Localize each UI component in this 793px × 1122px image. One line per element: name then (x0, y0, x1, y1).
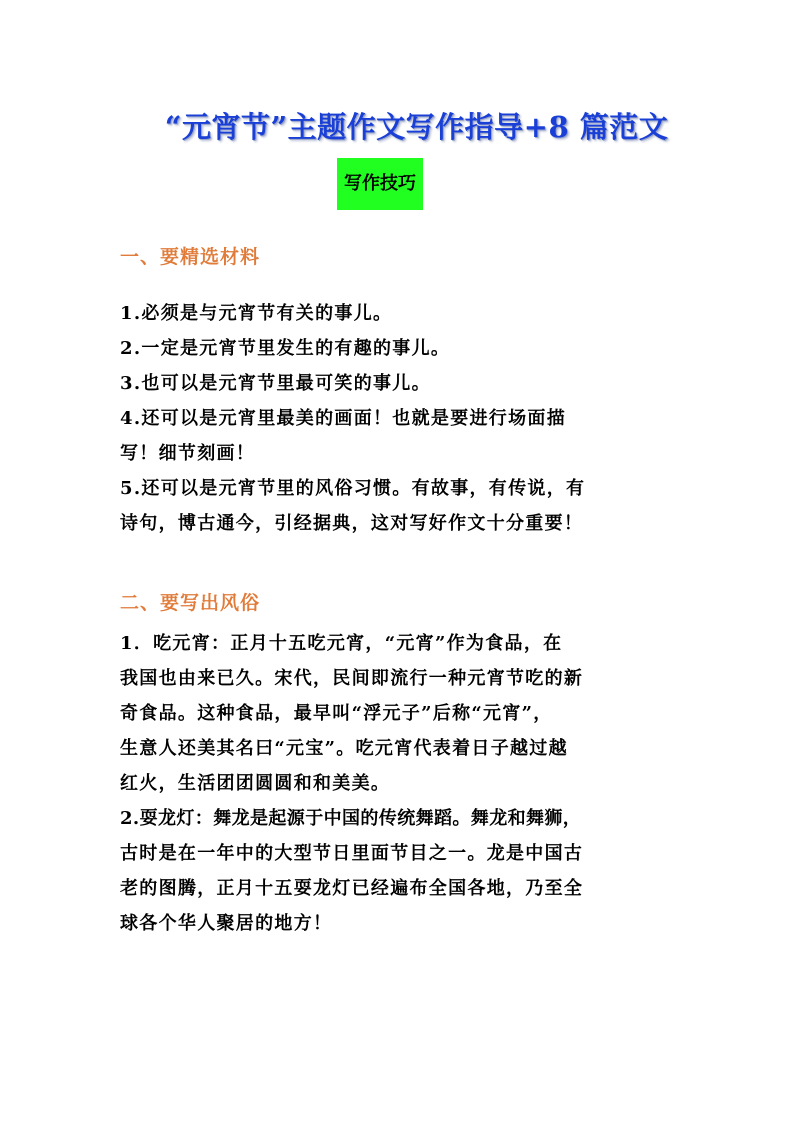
text-line: 诗句，博古通今，引经据典，这对写好作文十分重要！ (120, 513, 584, 534)
text-line: 2.耍龙灯：舞龙是起源于中国的传统舞蹈。舞龙和舞狮， (120, 808, 582, 829)
text-line: 老的图腾，正月十五耍龙灯已经遍布全国各地，乃至全 (120, 878, 584, 899)
section-heading: 二、要写出风俗 (120, 592, 261, 614)
text-line: 5.还可以是元宵节里的风俗习惯。有故事，有传说，有 (120, 478, 586, 499)
text-line: 球各个华人聚居的地方！ (120, 913, 333, 934)
text-line: 1．吃元宵：正月十五吃元宵，“元宵”作为食品，在 (120, 633, 563, 654)
section-body (120, 296, 680, 541)
text-line: 3.也可以是元宵节里最可笑的事儿。 (120, 373, 431, 394)
text-line: 我国也由来已久。宋代，民间即流行一种元宵节吃的新 (120, 668, 584, 689)
text-line: 古时是在一年中的大型节日里面节目之一。龙是中国古 (120, 843, 584, 864)
section-body (120, 626, 680, 941)
section-heading: 一、要精选材料 (120, 246, 261, 268)
text-line: 4.还可以是元宵里最美的画面！也就是要进行场面描 (120, 408, 566, 429)
document-title: “元宵节”主题作文写作指导+8 篇范文 (164, 110, 669, 144)
text-line: 生意人还美其名曰“元宝”。吃元宵代表着日子越过越 (120, 738, 568, 759)
text-line: 2.一定是元宵节里发生的有趣的事儿。 (120, 338, 451, 359)
text-line: 奇食品。这种食品，最早叫“浮元子”后称“元宵”， (120, 703, 553, 724)
text-line: 红火，生活团团圆圆和和美美。 (120, 773, 391, 794)
text-line: 1.必须是与元宵节有关的事儿。 (120, 303, 393, 324)
section-tag: 写作技巧 (337, 158, 423, 210)
text-line: 写！细节刻画！ (120, 443, 256, 464)
